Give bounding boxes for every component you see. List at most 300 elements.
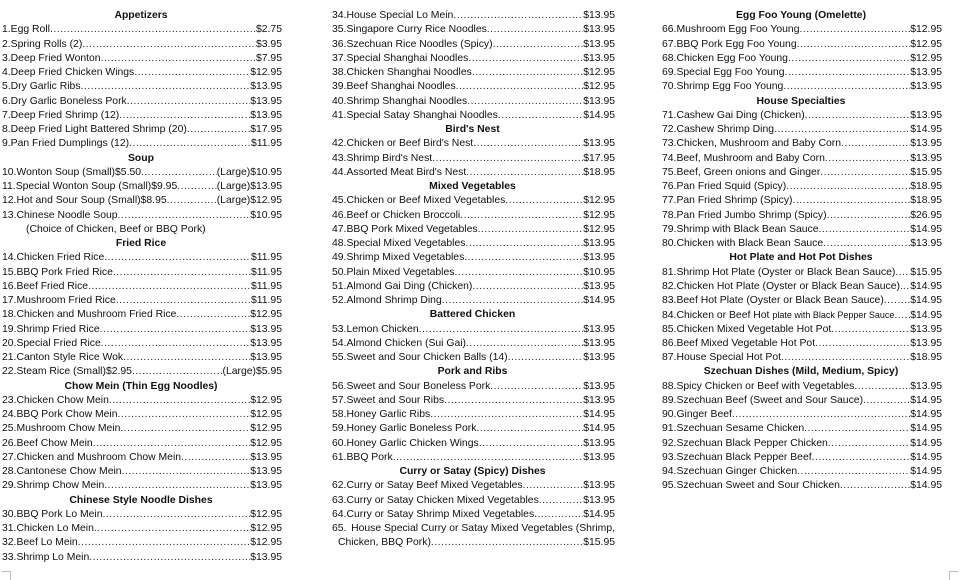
item-number: 71. [662,109,677,121]
dot-leader [466,337,583,351]
menu-item [0,180,282,194]
item-name: Chicken Shanghai Noodles [346,67,472,78]
item-number: 61. [332,451,347,463]
item-number: 48. [332,238,347,249]
dot-leader [104,251,251,265]
menu-item [0,66,282,80]
item-price: (Large)$10.95 [216,166,282,178]
dot-leader [841,137,910,151]
item-price: $7.95 [255,52,282,64]
item-price: $10.95 [250,209,282,221]
menu-item [660,52,942,66]
item-price: $12.95 [250,437,282,449]
section-heading: Battered Chicken [429,309,516,321]
item-number: 29. [2,480,17,492]
dot-leader [94,522,250,536]
menu-item [660,351,942,365]
item-price: $15.95 [910,266,942,278]
dot-leader [476,422,583,436]
menu-item [660,437,942,451]
item-number: 31. [2,523,17,534]
item-name: Mushroom Egg Foo Young [676,24,800,36]
item-price: $13.95 [910,380,942,392]
item-price: $13.95 [583,352,615,363]
item-number: 64. [332,508,347,520]
item-name: Pan Fried Shrimp (Spicy) [676,195,793,207]
dot-leader [109,394,250,408]
section-heading: Egg Foo Young (Omelette) [735,10,867,21]
item-number: 73. [662,138,677,150]
item-name: Spring Rolls (2) [10,38,83,50]
item-name: Mushroom Chow Mein [16,423,121,435]
item-name: BBQ Pork Lo Mein [16,508,103,520]
item-price: $15.95 [583,537,615,549]
menu-item [330,223,615,237]
menu-item [0,422,282,436]
item-price: $13.95 [910,109,942,121]
dot-leader [78,536,251,550]
dot-leader [467,95,583,109]
item-price: $18.95 [583,166,615,178]
item-price: $12.95 [250,523,282,534]
item-number: 45. [332,195,347,207]
item-number: 41. [332,109,347,121]
dot-leader [101,337,250,351]
item-price: $13.95 [583,95,615,107]
item-number: 28. [2,466,17,477]
menu-item [660,23,942,37]
item-price: $13.95 [910,152,942,164]
item-price: $18.95 [910,352,942,363]
item-name: Szechuan Sweet and Sour Chicken [676,480,840,492]
item-number: 32. [2,537,17,549]
item-price: $13.95 [250,323,282,335]
dot-leader [50,23,256,37]
menu-item [0,508,282,522]
item-name: Almond Shrimp Ding [346,295,442,306]
item-price: $13.95 [250,451,282,463]
item-price: $12.95 [583,209,615,221]
dot-leader [793,194,911,208]
item-name: Honey Garlic Chicken Wings [346,437,479,449]
item-name: Cashew Gai Ding (Chicken) [676,109,805,121]
dot-leader [129,137,251,151]
menu-item [660,123,942,137]
item-number: 59. [332,423,347,435]
item-number: 7. [2,109,11,121]
dot-leader [104,479,250,493]
dot-leader [825,152,910,166]
page-corner-mark [949,571,958,580]
dot-leader [431,536,583,550]
item-number: 44. [332,166,347,178]
dot-leader [456,80,584,94]
menu-item [330,52,615,66]
item-price: (Large)$5.95 [222,366,282,378]
dot-leader [804,422,910,436]
menu-item [330,266,615,280]
item-number: 12. [2,195,17,207]
item-number: 24. [2,409,17,420]
item-name: Honey Garlic Ribs [346,409,431,420]
section-heading: Soup [128,152,154,164]
item-name: Egg Roll [10,24,50,36]
menu-item [660,380,942,394]
menu-item [0,351,282,365]
item-name: Curry or Satay Shrimp Mixed Vegetables [346,508,535,520]
menu-item [0,437,282,451]
item-name: Szechuan Beef (Sweet and Sour Sauce) [676,394,864,406]
menu-item [330,152,615,166]
item-price: $14.95 [910,280,942,292]
menu-item [660,66,942,80]
dot-leader [442,294,583,308]
menu-item [330,38,615,52]
menu-item [0,166,282,180]
menu-item [660,280,942,294]
item-number: 39. [332,81,347,93]
dot-leader [805,109,911,123]
item-price: $17.95 [583,152,615,164]
menu-item [660,194,942,208]
menu-item [660,137,942,151]
item-name: Plain Mixed Vegetables [346,266,455,278]
item-number: 17. [2,295,17,306]
menu-item [330,494,615,508]
item-price: $13.95 [250,466,282,477]
item-number: 4. [2,67,11,78]
item-name: Shrimp Chow Mein [16,480,105,492]
item-number: 26. [2,437,17,449]
menu-item [0,451,282,465]
item-number: 9. [2,138,11,150]
dot-leader [797,38,911,52]
item-name: Szechuan Sesame Chicken [676,423,805,435]
item-number: 92. [662,437,677,449]
item-number: 93. [662,451,677,463]
item-number: 18. [2,309,17,321]
item-name: Sweet and Sour Boneless Pork [346,380,491,392]
item-number: 79. [662,223,677,235]
item-name: Deep Fried Light Battered Shrimp (20) [10,124,187,135]
item-name: Cashew Shrimp Ding [676,124,775,135]
item-name: Szechuan Black Pepper Chicken [676,437,828,449]
menu-item [0,294,282,308]
item-name: Almond Chicken (Sui Gai) [346,337,466,349]
item-price: $13.95 [250,95,282,107]
section-heading: Pork and Ribs [437,366,508,378]
item-number: 85. [662,323,677,335]
dot-leader [176,308,250,322]
menu-item [0,522,282,536]
dot-leader [797,465,910,479]
item-price: $18.95 [910,181,942,192]
item-price: $11.95 [250,295,282,306]
menu-item [330,237,615,251]
dot-leader [466,166,583,180]
item-number: 60. [332,437,347,449]
item-price: $13.95 [583,280,615,292]
item-price: $13.95 [583,451,615,463]
dot-leader [468,52,583,66]
item-number: 58. [332,409,347,420]
menu-item [660,166,942,180]
item-number: 37. [332,52,347,64]
item-name: BBQ Pork Egg Foo Young [676,38,797,50]
item-price: $12.95 [250,394,282,406]
item-name: BBQ Pork Fried Rice [16,266,113,278]
item-number: 55. [332,352,347,363]
item-number: 43. [332,152,347,164]
item-number: 15. [2,266,17,278]
item-price: $3.95 [255,38,282,50]
menu-item [0,95,282,109]
item-name: Cantonese Chow Mein [16,466,122,477]
item-name: Beef Fried Rice [16,280,89,292]
dot-leader [479,437,584,451]
menu-item [0,52,282,66]
item-name: Deep Fried Chicken Wings [10,67,135,78]
item-number: 53. [332,323,347,335]
dot-leader [472,280,583,294]
item-number: 35. [332,24,347,36]
item-number: 42. [332,138,347,150]
dot-leader [523,479,584,493]
item-name: Chicken Chow Mein [16,394,109,406]
item-number: 68. [662,52,677,64]
item-price: $14.95 [910,451,942,463]
item-number: 50. [332,266,347,278]
menu-item-note [330,522,615,536]
item-name: Canton Style Rice Wok [16,352,124,363]
item-price: $13.95 [583,24,615,36]
menu-item [0,251,282,265]
menu-item [0,38,282,52]
dot-leader [113,266,251,280]
menu-item [0,365,282,379]
item-price: $13.95 [250,352,282,363]
item-name: Wonton Soup (Small)$5.50 [16,166,142,178]
menu-item [0,23,282,37]
item-name: House Special Lo Mein [346,10,454,21]
item-name-part-small: plate with Black Pepper Sauce [772,310,895,321]
menu-item [0,536,282,550]
item-price: $13.95 [583,380,615,392]
dot-leader [884,294,910,308]
section-heading: Fried Rice [115,238,167,249]
menu-item [330,451,615,465]
item-price: $13.95 [910,67,942,78]
menu-item [330,479,615,493]
item-price: $13.95 [583,252,615,264]
item-name: Honey Garlic Boneless Pork [346,423,477,435]
item-number: 6. [2,95,11,107]
dot-leader [177,180,216,194]
item-price: $13.95 [583,494,615,506]
item-price: $13.95 [910,323,942,335]
item-number: 30. [2,508,17,520]
dot-leader [167,194,217,208]
item-number: 65. [332,523,347,534]
item-name: Sweet and Sour Chicken Balls (14) [346,352,508,363]
item-name: Assorted Meat Bird's Nest [346,166,467,178]
dot-leader [863,394,910,408]
item-number: 16. [2,280,17,292]
menu-item [660,180,942,194]
dot-leader [432,152,583,166]
item-name: Chicken or Beef Mixed Vegetables [346,195,506,207]
menu-item [0,280,282,294]
item-name: Curry or Satay Beef Mixed Vegetables [346,480,523,492]
dot-leader [478,223,584,237]
item-number: 70. [662,81,677,93]
item-number: 56. [332,380,347,392]
dot-leader [88,280,251,294]
item-name-part: Chicken or Beef Hot [676,310,773,322]
dot-leader [81,80,251,94]
dot-leader [393,451,584,465]
dot-leader [134,66,250,80]
item-number: 72. [662,124,677,135]
item-name: Chinese Noodle Soup [16,209,118,221]
menu-column-2 [330,9,615,551]
menu-item [0,308,282,322]
item-name: Shrimp Egg Foo Young [676,81,784,93]
menu-item [660,422,942,436]
item-price: $12.95 [250,537,282,549]
menu-item [660,237,942,251]
item-name: Special Fried Rice [16,337,101,349]
dot-leader [788,52,910,66]
item-number: 2. [2,38,11,50]
dot-leader [430,408,583,422]
menu-item [330,380,615,394]
item-number: 54. [332,337,347,349]
item-name: Mushroom Fried Rice [16,295,116,306]
item-name: Dry Garlic Boneless Pork [10,95,127,107]
item-name: Beef Chow Mein [16,437,93,449]
item-price: $17.95 [250,124,282,135]
dot-leader [141,166,217,180]
item-name: Beef Lo Mein [16,537,78,549]
item-price: $14.95 [910,480,942,492]
item-number: 67. [662,38,677,50]
item-price: $13.95 [250,109,282,121]
item-name: Chicken Lo Mein [16,523,94,534]
item-price: $11.95 [250,280,282,292]
menu-item [0,408,282,422]
item-number: 83. [662,295,677,306]
menu-item [330,95,615,109]
item-name: Hot and Sour Soup (Small)$8.95 [16,195,167,207]
section-heading: Hot Plate and Hot Pot Dishes [729,252,873,264]
item-number: 46. [332,209,347,221]
dot-leader [460,209,583,223]
item-number: 88. [662,380,677,392]
dot-leader [453,9,583,23]
dot-leader [840,479,910,493]
item-number: 76. [662,181,677,192]
item-name: BBQ Pork [346,451,393,463]
menu-item [660,465,942,479]
dot-leader [785,66,911,80]
dot-leader [487,23,583,37]
item-price: $12.95 [250,508,282,520]
item-number: 21. [2,352,17,363]
menu-item [660,294,942,308]
menu-item [330,394,615,408]
menu-item [330,508,615,522]
item-price: $14.95 [910,394,942,406]
item-name: Deep Fried Wonton [10,52,101,64]
dot-leader [122,465,251,479]
item-number: 10. [2,166,17,178]
item-price: $12.95 [583,223,615,235]
menu-item [660,266,942,280]
item-number: 75. [662,166,677,178]
item-name: Pan Fried Jumbo Shrimp (Spicy) [676,209,827,221]
dot-leader [774,123,910,137]
dot-leader [895,266,910,280]
item-number: 49. [332,252,347,264]
item-name: Pan Fried Dumplings (12) [10,138,130,150]
item-name: Deep Fried Shrimp (12) [10,109,120,121]
dot-leader [732,408,910,422]
item-price: $18.95 [910,195,942,207]
dot-leader [119,109,250,123]
item-name: House Special Curry or Satay Mixed Vegetables (Shrimp, [351,523,615,534]
menu-item [330,194,615,208]
item-name: Beef, Mushroom and Baby Corn [676,152,825,164]
item-price: $13.95 [583,52,615,64]
item-price: $13.95 [583,323,615,335]
dot-leader [823,237,910,251]
item-price: $14.95 [583,295,615,306]
dot-leader [815,337,910,351]
item-price: $14.95 [910,409,942,420]
item-price: $14.95 [910,124,942,135]
menu-item-note [0,223,282,237]
item-number: 78. [662,209,677,221]
item-number: 23. [2,394,17,406]
item-price: $13.95 [910,138,942,150]
menu-item [330,251,615,265]
item-name: Dry Garlic Ribs [10,81,81,93]
item-price: $13.95 [583,38,615,50]
menu-item [0,323,282,337]
item-name: Szechuan Black Pepper Beef [676,451,812,463]
item-price: $11.95 [250,138,282,150]
item-price: $14.95 [583,409,615,420]
item-price: $13.95 [250,337,282,349]
item-name: Shrimp Fried Rice [16,323,100,335]
item-number: 20. [2,337,17,349]
item-price: $13.95 [250,81,282,93]
item-price: $13.95 [910,337,942,349]
item-number: 25. [2,423,17,435]
item-name: BBQ Pork Mixed Vegetables [346,223,478,235]
item-price: $12.95 [583,195,615,207]
item-number: 94. [662,466,677,477]
item-price: $14.95 [910,310,942,322]
item-price: $13.95 [250,480,282,492]
dot-leader [103,508,251,522]
page-corner-mark [2,571,11,580]
menu-item [660,323,942,337]
menu-column-1 [0,9,282,565]
menu-item [660,308,942,322]
item-name: Szechuan Rice Noodles (Spicy) [346,38,493,50]
